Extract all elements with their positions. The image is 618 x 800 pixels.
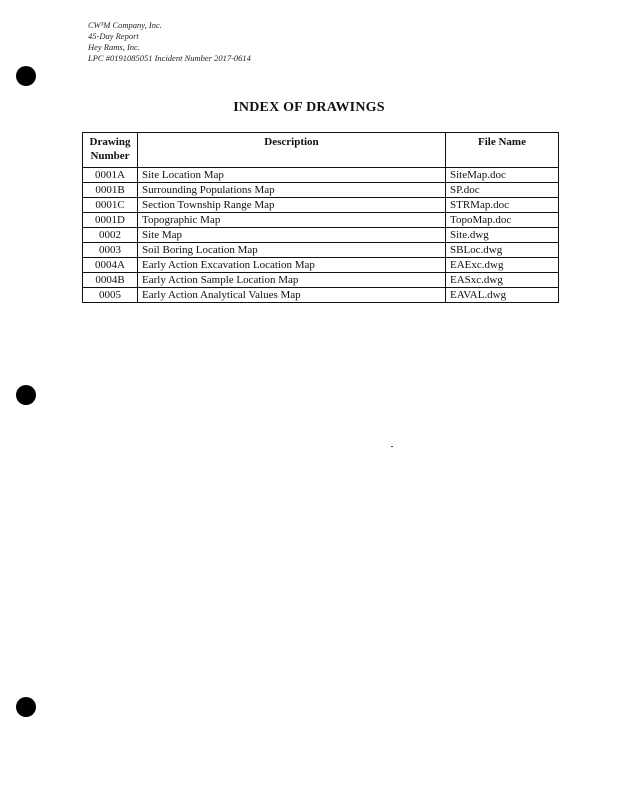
table-row (83, 213, 559, 228)
table-row (83, 258, 559, 273)
table-row (83, 228, 559, 243)
file-name-cell: Site.dwg (446, 228, 559, 243)
table-row (83, 183, 559, 198)
description-cell: Site Location Map (138, 168, 446, 183)
description-cell: Early Action Sample Location Map (138, 273, 446, 288)
file-name-cell: EAExc.dwg (446, 258, 559, 273)
description-cell: Early Action Analytical Values Map (138, 288, 446, 303)
description-cell: Site Map (138, 228, 446, 243)
drawing-number-cell: 0001C (83, 198, 138, 213)
description-cell: Surrounding Populations Map (138, 183, 446, 198)
drawing-number-cell: 0002 (83, 228, 138, 243)
file-name-cell: EAVAL.dwg (446, 288, 559, 303)
punch-hole-bottom (16, 697, 36, 717)
drawings-table (82, 132, 559, 303)
table-row (83, 198, 559, 213)
drawing-number-cell: 0004B (83, 273, 138, 288)
punch-hole-top (16, 66, 36, 86)
drawing-number-cell: 0001D (83, 213, 138, 228)
description-cell: Section Township Range Map (138, 198, 446, 213)
table-header-row (83, 133, 559, 168)
table-row (83, 168, 559, 183)
header-report: 45-Day Report (88, 31, 139, 41)
drawing-number-cell: 0003 (83, 243, 138, 258)
document-header (88, 20, 251, 64)
file-name-cell: SBLoc.dwg (446, 243, 559, 258)
header-company: CW³M Company, Inc. (88, 20, 162, 30)
table-row (83, 243, 559, 258)
description-cell: Soil Boring Location Map (138, 243, 446, 258)
description-cell: Topographic Map (138, 213, 446, 228)
column-header-file-name: File Name (446, 133, 559, 168)
drawing-number-cell: 0005 (83, 288, 138, 303)
drawing-number-cell: 0004A (83, 258, 138, 273)
drawing-number-cell: 0001B (83, 183, 138, 198)
description-cell: Early Action Excavation Location Map (138, 258, 446, 273)
punch-hole-middle (16, 385, 36, 405)
file-name-cell: SiteMap.doc (446, 168, 559, 183)
drawing-number-cell: 0001A (83, 168, 138, 183)
file-name-cell: SP.doc (446, 183, 559, 198)
scan-speck (391, 446, 393, 447)
table-row (83, 288, 559, 303)
file-name-cell: TopoMap.doc (446, 213, 559, 228)
header-client: Hey Rams, Inc. (88, 42, 140, 52)
file-name-cell: EASxc.dwg (446, 273, 559, 288)
table-row (83, 273, 559, 288)
column-header-drawing-number: Drawing Number (83, 133, 138, 168)
page-title: INDEX OF DRAWINGS (233, 100, 385, 115)
column-header-description: Description (138, 133, 446, 168)
header-incident: LPC #0191085051 Incident Number 2017-0614 (88, 53, 251, 63)
file-name-cell: STRMap.doc (446, 198, 559, 213)
